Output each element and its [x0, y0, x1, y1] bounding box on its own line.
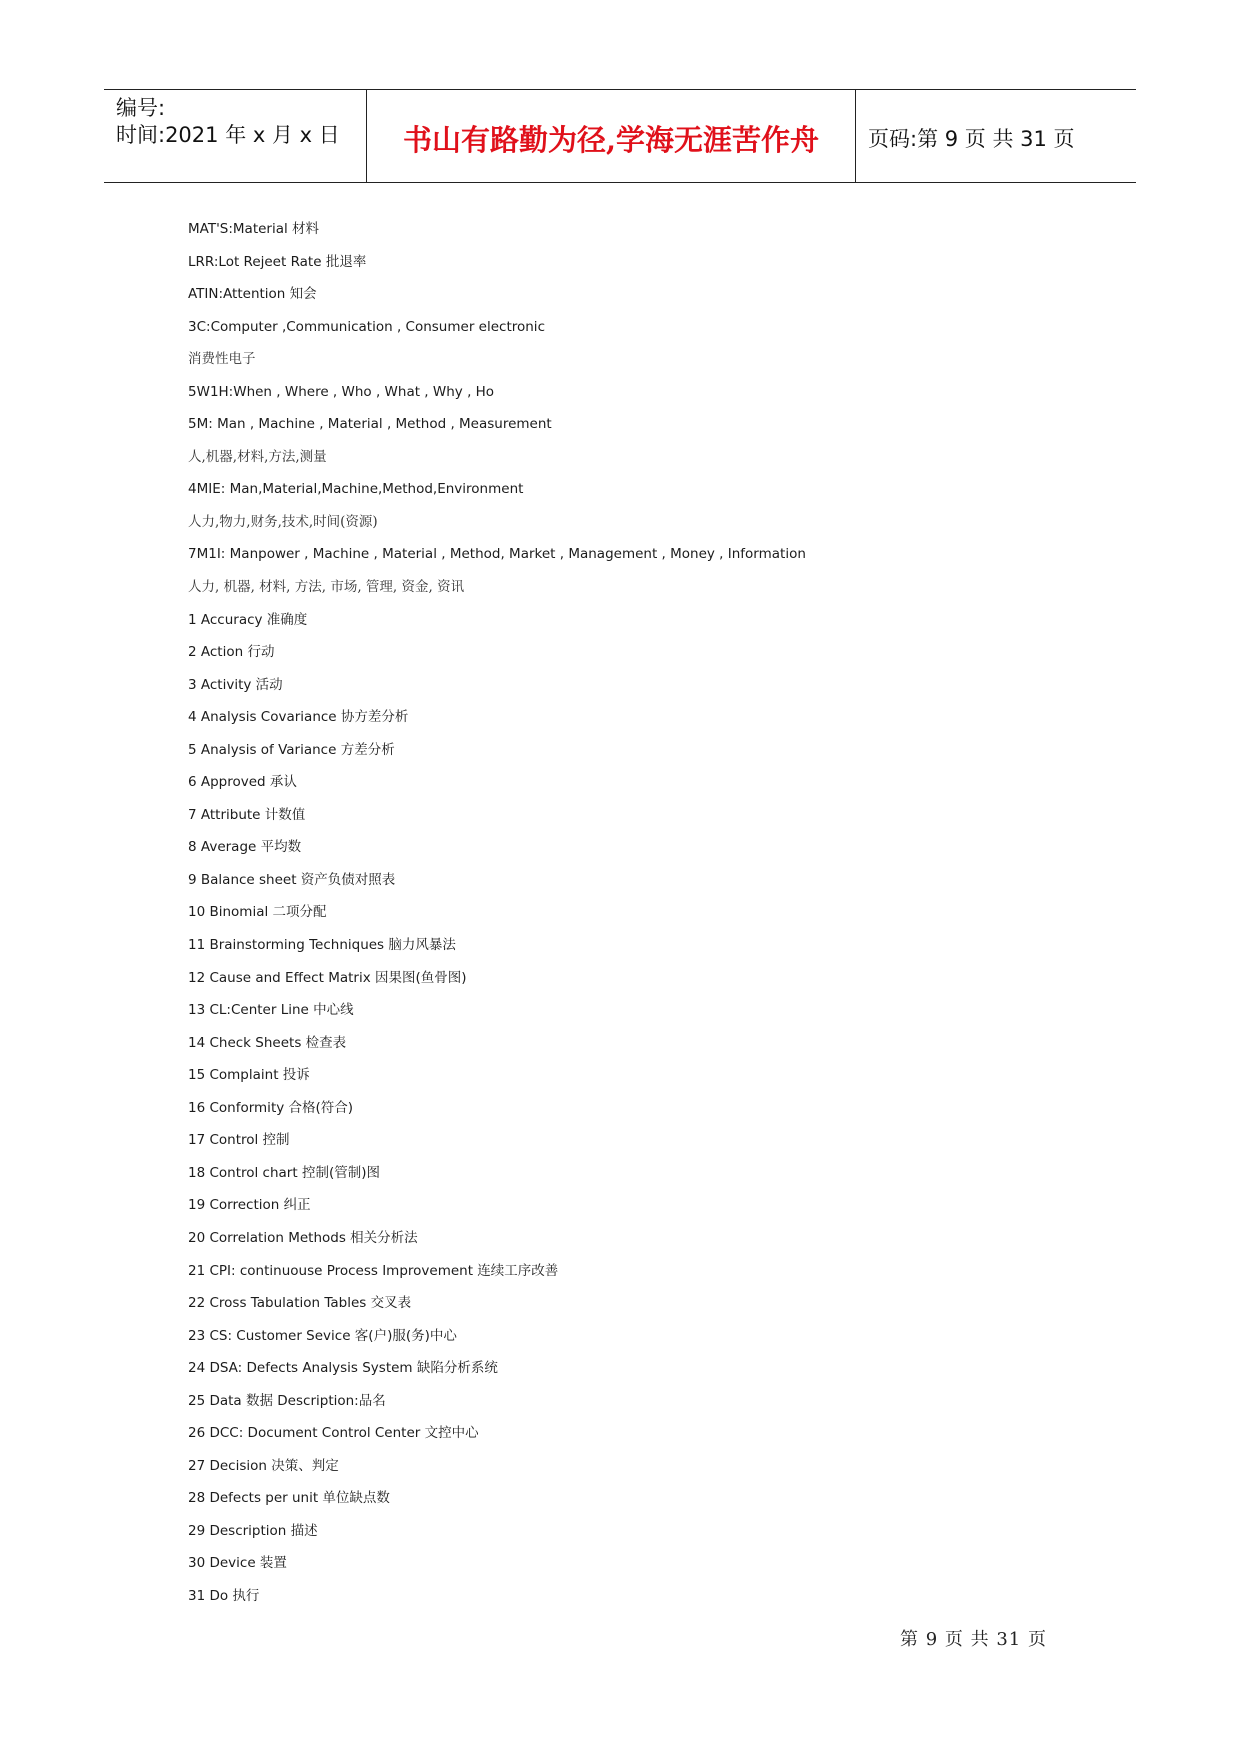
glossary-entry: 21 CPI: continuouse Process Improvement 连续工序改善 — [188, 1262, 559, 1279]
glossary-entry: 1 Accuracy 准确度 — [188, 611, 308, 628]
glossary-entry: 24 DSA: Defects Analysis System 缺陷分析系统 — [188, 1360, 498, 1377]
glossary-entry: 6 Approved 承认 — [188, 774, 297, 791]
date-label: 时间:2021 年 x 月 x 日 — [116, 123, 340, 147]
glossary-entry: 5W1H:When , Where , Who , What , Why , Ho — [188, 383, 495, 400]
glossary-entry: 5M: Man , Machine , Material , Method , Measurement — [188, 416, 552, 433]
glossary-entry: 11 Brainstorming Techniques 脑力风暴法 — [188, 937, 456, 954]
glossary-entry: 4 Analysis Covariance 协方差分析 — [188, 709, 409, 726]
glossary-entry: 8 Average 平均数 — [188, 839, 302, 856]
glossary-entry: 7 Attribute 计数值 — [188, 806, 306, 823]
glossary-entry: 26 DCC: Document Control Center 文控中心 — [188, 1425, 479, 1442]
glossary-entry: 30 Device 装置 — [188, 1555, 287, 1572]
glossary-entry: 27 Decision 决策、判定 — [188, 1457, 339, 1474]
header-info-cell — [104, 90, 366, 182]
glossary-entry: 人,机器,材料,方法,测量 — [188, 448, 327, 465]
motto-text: 书山有路勤为径,学海无涯苦作舟 — [402, 123, 820, 157]
glossary-list — [188, 213, 1088, 1613]
glossary-entry: 14 Check Sheets 检查表 — [188, 1034, 347, 1051]
page-footer: 第 9 页 共 31 页 — [900, 1629, 1047, 1650]
glossary-entry: 2 Action 行动 — [188, 644, 275, 661]
glossary-entry: 29 Description 描述 — [188, 1522, 318, 1539]
glossary-entry: 3C:Computer ,Communication , Consumer electronic — [188, 318, 545, 335]
glossary-entry: 7M1I: Manpower , Machine , Material , Method, Market , Management , Money , Information — [188, 546, 806, 563]
glossary-entry: 13 CL:Center Line 中心线 — [188, 1002, 354, 1019]
glossary-entry: 10 Binomial 二项分配 — [188, 904, 327, 921]
glossary-entry: 15 Complaint 投诉 — [188, 1067, 310, 1084]
glossary-entry: 20 Correlation Methods 相关分析法 — [188, 1229, 418, 1246]
glossary-entry: 5 Analysis of Variance 方差分析 — [188, 741, 395, 758]
glossary-entry: 31 Do 执行 — [188, 1587, 260, 1604]
glossary-entry: 9 Balance sheet 资产负债对照表 — [188, 871, 396, 888]
page-code: 页码:第 9 页 共 31 页 — [868, 127, 1075, 151]
glossary-entry: 4MIE: Man,Material,Machine,Method,Environment — [188, 481, 524, 498]
number-label: 编号: — [116, 96, 166, 120]
glossary-entry: 28 Defects per unit 单位缺点数 — [188, 1490, 390, 1507]
header-page-cell — [856, 90, 1136, 182]
header-motto-cell — [366, 90, 856, 182]
glossary-entry: 22 Cross Tabulation Tables 交叉表 — [188, 1295, 412, 1312]
glossary-entry: 23 CS: Customer Sevice 客(户)服(务)中心 — [188, 1327, 457, 1344]
glossary-entry: 3 Activity 活动 — [188, 676, 283, 693]
document-header — [104, 89, 1136, 183]
glossary-entry: MAT'S:Material 材料 — [188, 221, 320, 237]
glossary-entry: ATIN:Attention 知会 — [188, 286, 317, 303]
glossary-entry: 19 Correction 纠正 — [188, 1197, 311, 1214]
glossary-entry: 25 Data 数据 Description:品名 — [188, 1392, 386, 1409]
glossary-entry: 人力, 机器, 材料, 方法, 市场, 管理, 资金, 资讯 — [188, 579, 465, 596]
glossary-entry: LRR:Lot Rejeet Rate 批退率 — [188, 253, 367, 270]
glossary-entry: 消费性电子 — [188, 351, 256, 368]
glossary-entry: 16 Conformity 合格(符合) — [188, 1099, 354, 1116]
glossary-entry: 17 Control 控制 — [188, 1132, 290, 1149]
glossary-entry: 12 Cause and Effect Matrix 因果图(鱼骨图) — [188, 969, 467, 986]
glossary-entry: 18 Control chart 控制(管制)图 — [188, 1164, 380, 1181]
glossary-entry: 人力,物力,财务,技术,时间(资源) — [188, 513, 378, 530]
